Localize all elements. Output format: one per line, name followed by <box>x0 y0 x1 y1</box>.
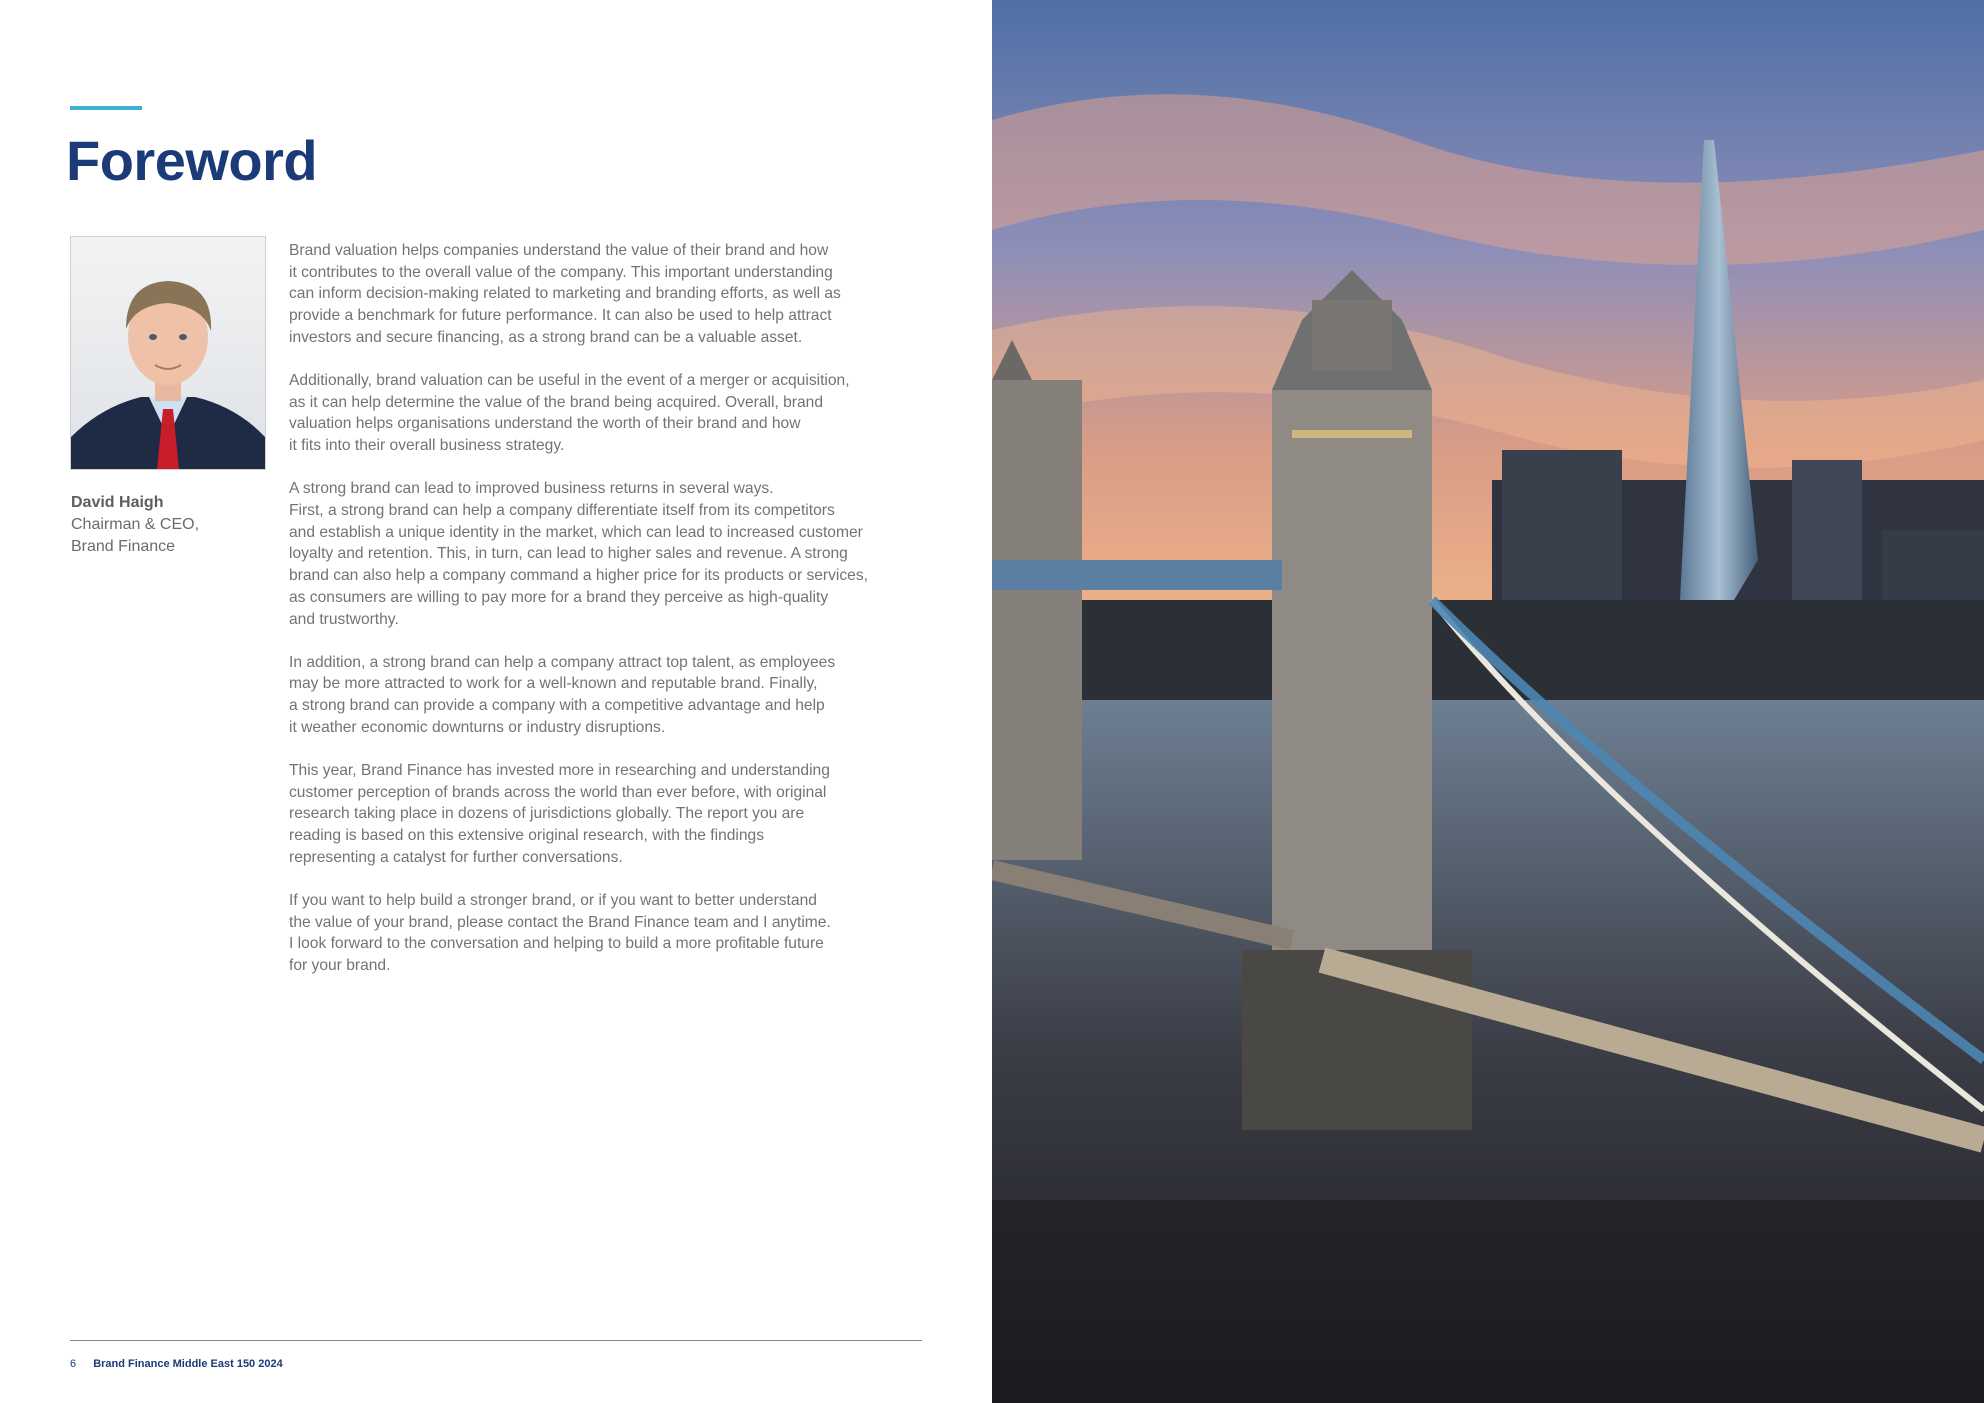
paragraph: In addition, a strong brand can help a company attract top talent, as employees may be more attracted to work for a well-known and reputable brand. Finally, a strong brand can provide a company with a competitive advantage and help it weather economic downturns or industry disruptions. <box>289 653 836 736</box>
paragraph: A strong brand can lead to improved business returns in several ways. First, a strong brand can help a company differentiate itself from its competitors and establish a unique identity in the market, which can lead to increased customer loyalty and retention. This, in turn, can lead to higher sales and revenue. A strong brand can also help a company command a higher price for its products or services, as consumers are willing to pay more for a brand they perceive as high-quality and trustworthy. <box>289 480 868 628</box>
paragraph: Brand valuation helps companies understand the value of their brand and how it contributes to the overall value of the company. This important understanding can inform decision-making related to marketing and branding efforts, as well as provide a benchmark for future performance. It can also be used to help attract investors and secure financing, as a strong brand can be a valuable asset. <box>289 242 841 346</box>
author-block <box>71 492 199 558</box>
paragraph: If you want to help build a stronger brand, or if you want to better understand the value of your brand, please contact the Brand Finance team and I anytime. I look forward to the conversation and helping to build a more profitable future for your brand. <box>289 892 831 975</box>
author-portrait <box>70 236 266 470</box>
page-title: Foreword <box>66 129 318 192</box>
foreword-body <box>289 240 929 998</box>
publication-title: Brand Finance Middle East 150 2024 <box>93 1358 283 1370</box>
author-role: Chairman & CEO, <box>71 516 200 533</box>
footer-divider <box>70 1340 922 1341</box>
author-company: Brand Finance <box>71 538 176 555</box>
paragraph: This year, Brand Finance has invested more in researching and understanding customer perception of brands across the world than ever before, with original research taking place in dozens of jurisdictions globally. The report you are reading is based on this extensive original research, with the findings representing a catalyst for further conversations. <box>289 762 830 866</box>
footer-left <box>70 1357 283 1371</box>
london-skyline-photo <box>992 0 1984 1403</box>
paragraph: Additionally, brand valuation can be useful in the event of a merger or acquisition, as it can help determine the value of the brand being acquired. Overall, brand valuation helps organisations understand the worth of their brand and how it fits into their overall business strategy. <box>289 372 850 455</box>
title-accent-rule <box>70 106 142 110</box>
author-name: David Haigh <box>71 494 164 511</box>
page-number: 6 <box>70 1358 77 1370</box>
